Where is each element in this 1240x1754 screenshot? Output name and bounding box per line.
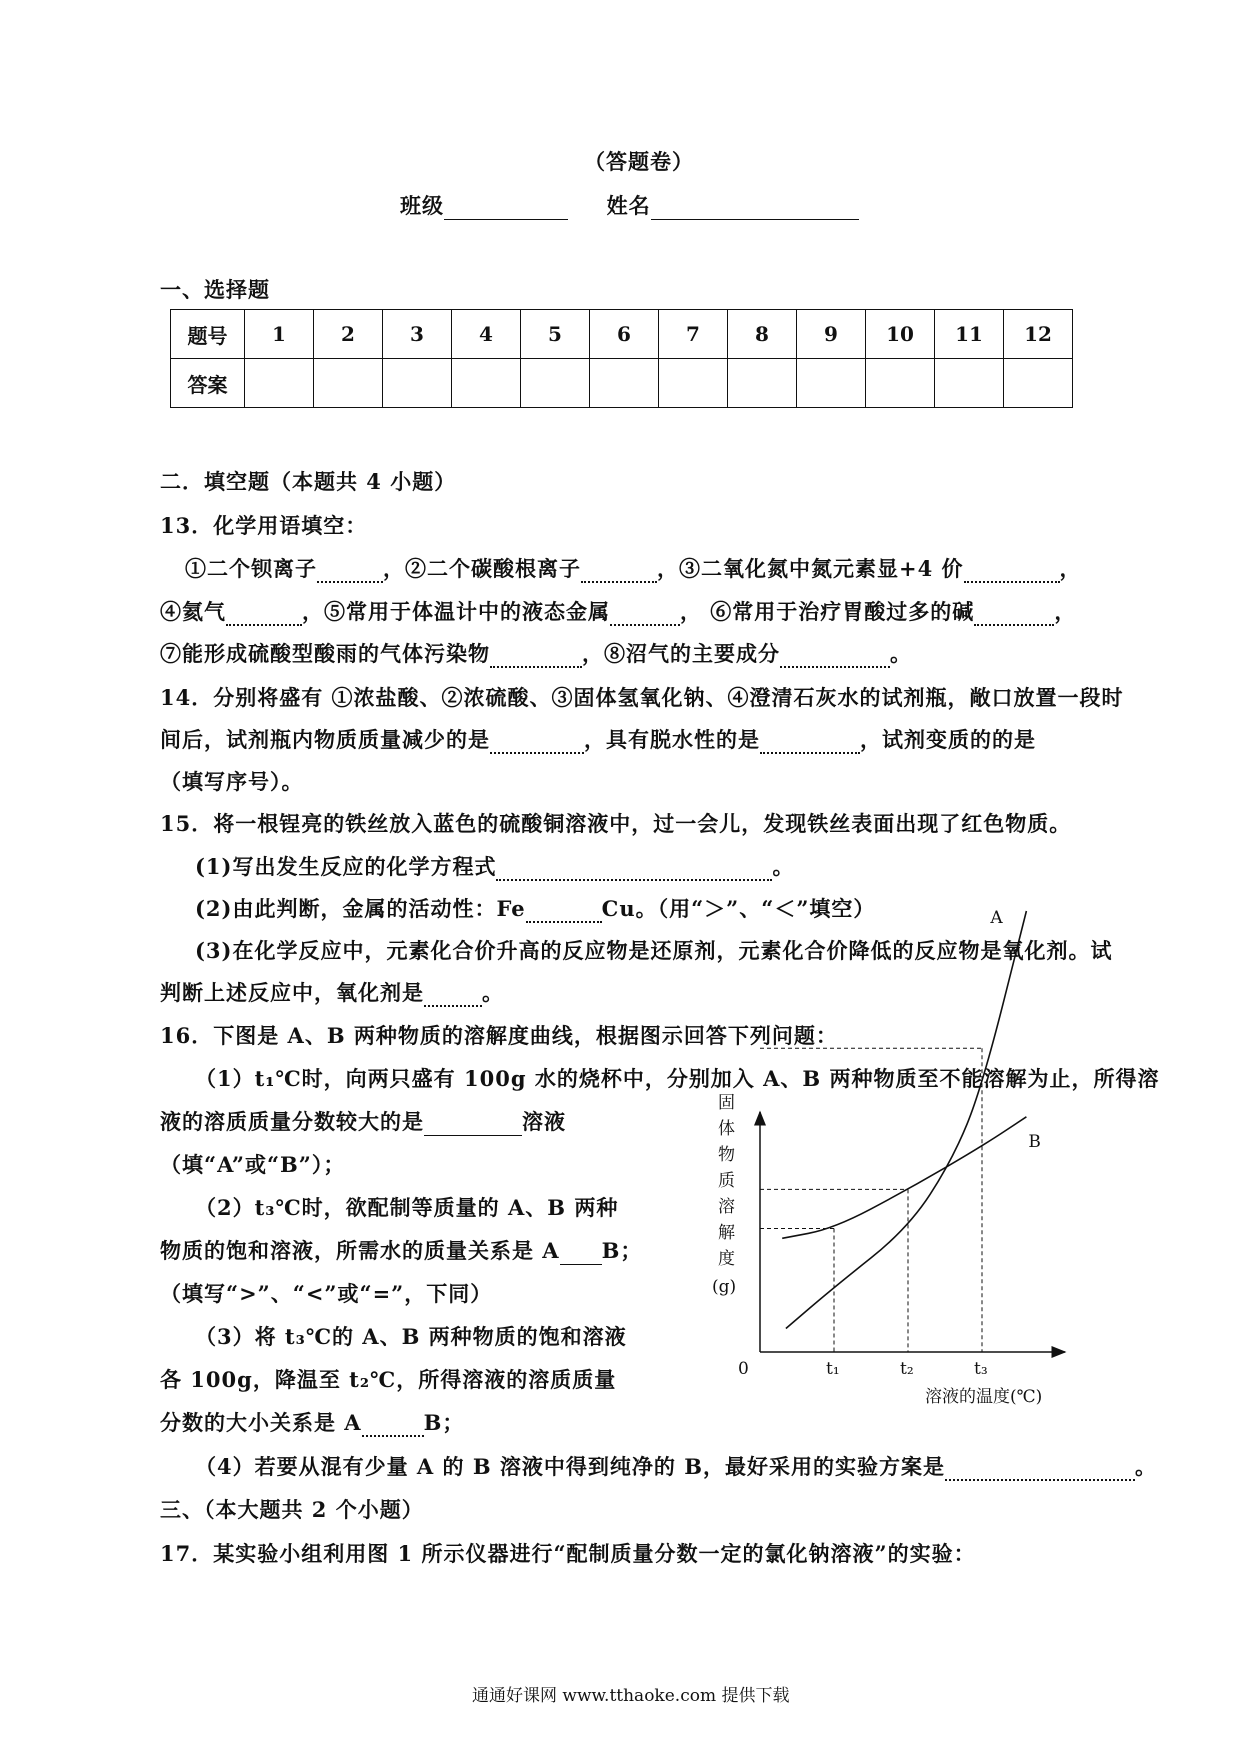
- q16-line7: （填写“>”、“<”或“=”，下同）: [160, 1281, 493, 1306]
- answer-cell[interactable]: [452, 359, 521, 408]
- section1-heading: 一、选择题: [160, 277, 270, 302]
- y-axis-label: 溶: [718, 1197, 735, 1217]
- table-row: [171, 359, 1073, 408]
- q15-line5: [160, 977, 504, 1007]
- q15-text: 。: [482, 980, 504, 1005]
- table-cell: 12: [1004, 310, 1073, 359]
- class-label: 班级: [400, 193, 444, 218]
- answer-blank[interactable]: [760, 730, 860, 754]
- table-cell: 3: [383, 310, 452, 359]
- q13-text: ，③二氧化氮中氮元素显+4 价: [657, 556, 964, 581]
- answer-cell[interactable]: [866, 359, 935, 408]
- q16-line3: [160, 1106, 566, 1136]
- q13-line3: [160, 638, 912, 668]
- q14-text: ，试剂变质的的是: [860, 727, 1036, 752]
- table-header-cell: 题号: [171, 310, 245, 359]
- y-axis-label: 质: [718, 1171, 735, 1191]
- class-name-line: [400, 190, 859, 220]
- answer-cell[interactable]: [797, 359, 866, 408]
- table-cell: 8: [728, 310, 797, 359]
- table-cell: 4: [452, 310, 521, 359]
- answer-blank[interactable]: [424, 1113, 522, 1136]
- q14-text: 间后，试剂瓶内物质质量减少的是: [160, 727, 490, 752]
- answer-cell[interactable]: [383, 359, 452, 408]
- q15-text: Cu。（用“＞”、“＜”填空）: [601, 896, 876, 921]
- q13-text: ④氦气: [160, 599, 226, 624]
- q17-line: 17．某实验小组利用图 1 所示仪器进行“配制质量分数一定的氯化钠溶液”的实验：: [160, 1541, 976, 1566]
- q15-text: (1)写出发生反应的化学方程式: [195, 854, 497, 879]
- q16-text: 物质的饱和溶液，所需水的质量关系是 A: [160, 1238, 560, 1263]
- q16-line6: [160, 1235, 642, 1265]
- section3-heading: 三、（本大题共 2 个小题）: [160, 1497, 424, 1522]
- solubility-chart: [700, 908, 1100, 1410]
- answer-blank[interactable]: [490, 644, 582, 668]
- q15-text: (2)由此判断，金属的活动性：Fe: [195, 896, 526, 921]
- q13-text: ，⑤常用于体温计中的液态金属: [302, 599, 610, 624]
- series-A-line: [786, 911, 1027, 1328]
- q16-line5: （2）t₃℃时，欲配制等质量的 A、B 两种: [195, 1195, 619, 1220]
- y-axis-label: 物: [718, 1145, 735, 1165]
- q13-text: ，: [1059, 556, 1082, 581]
- y-axis-unit: (g): [712, 1277, 737, 1297]
- q16-text: （4）若要从混有少量 A 的 B 溶液中得到纯净的 B，最好采用的实验方案是: [195, 1454, 945, 1479]
- name-label: 姓名: [606, 193, 651, 218]
- answer-cell[interactable]: [728, 359, 797, 408]
- q16-line10: [160, 1407, 464, 1437]
- q13-text: ，⑧沼气的主要成分: [582, 641, 780, 666]
- name-field[interactable]: [651, 197, 859, 220]
- q16-line1: 16．下图是 A、B 两种物质的溶解度曲线，根据图示回答下列问题：: [160, 1023, 838, 1048]
- q15-line1: 15．将一根锃亮的铁丝放入蓝色的硫酸铜溶液中，过一会儿，发现铁丝表面出现了红色物质。: [160, 811, 1072, 836]
- y-axis-label: 解: [718, 1223, 735, 1243]
- q13-text: ①二个钡离子: [185, 556, 317, 581]
- y-axis-label: 度: [718, 1249, 735, 1269]
- answer-cell[interactable]: [1004, 359, 1073, 408]
- answer-blank[interactable]: [945, 1457, 1135, 1481]
- x-axis-label: 溶液的温度(℃): [925, 1387, 1043, 1407]
- q13-line1: [185, 553, 1082, 583]
- answer-blank[interactable]: [581, 559, 657, 583]
- q14-line3: （填写序号）。: [160, 769, 304, 794]
- answer-blank[interactable]: [362, 1413, 424, 1437]
- answer-blank[interactable]: [560, 1242, 602, 1265]
- q15-text: 。: [772, 854, 795, 879]
- q16-line4: （填“A”或“B”）；: [160, 1152, 346, 1177]
- origin-label: 0: [738, 1359, 749, 1379]
- q13-text: ， ⑥常用于治疗胃酸过多的碱: [680, 599, 975, 624]
- q13-text: 。: [890, 641, 912, 666]
- q13-line2: [160, 596, 1076, 626]
- table-row: [171, 310, 1073, 359]
- answer-blank[interactable]: [974, 602, 1054, 626]
- q13-text: ，②二个碳酸根离子: [383, 556, 581, 581]
- q16-text: 溶液: [522, 1109, 566, 1134]
- q14-text: ，具有脱水性的是: [584, 727, 760, 752]
- q15-line2: [195, 851, 794, 881]
- q16-line9: 各 100g，降温至 t₂℃，所得溶液的溶质质量: [160, 1367, 617, 1392]
- section2-heading: 二．填空题（本题共 4 小题）: [160, 469, 457, 494]
- table-cell: 10: [866, 310, 935, 359]
- q13-title: 13．化学用语填空：: [160, 513, 368, 538]
- answer-cell[interactable]: [590, 359, 659, 408]
- table-cell: 6: [590, 310, 659, 359]
- q15-text: 判断上述反应中，氧化剂是: [160, 980, 424, 1005]
- answer-cell[interactable]: [659, 359, 728, 408]
- q16-line11: [195, 1451, 1157, 1481]
- x-tick-label: t₁: [826, 1359, 840, 1379]
- table-cell: 5: [521, 310, 590, 359]
- answer-table: [170, 309, 1073, 408]
- q16-text: B；: [601, 1238, 643, 1263]
- x-tick-label: t₂: [900, 1359, 914, 1379]
- series-B-label: B: [1028, 1131, 1041, 1152]
- answer-blank[interactable]: [780, 644, 890, 668]
- series-B-line: [782, 1117, 1026, 1239]
- q15-line4: (3)在化学反应中，元素化合价升高的反应物是还原剂，元素化合价降低的反应物是氧化剂。试: [195, 938, 1113, 963]
- q16-text: 液的溶质质量分数较大的是: [160, 1109, 424, 1134]
- q16-line2: （1）t₁℃时，向两只盛有 100g 水的烧杯中，分别加入 A、B 两种物质至不能溶解为止，所得溶: [195, 1066, 1160, 1091]
- q14-line2: [160, 724, 1036, 754]
- table-header-cell: 答案: [171, 359, 245, 408]
- x-tick-label: t₃: [974, 1359, 988, 1379]
- answer-blank[interactable]: [964, 559, 1060, 583]
- footer-text: 通通好课网 www.tthaoke.com 提供下载: [472, 1686, 790, 1706]
- answer-blank[interactable]: [226, 602, 302, 626]
- answer-blank[interactable]: [526, 899, 602, 923]
- q16-text: B；: [423, 1410, 465, 1435]
- series-A-label: A: [990, 908, 1003, 928]
- answer-blank[interactable]: [610, 602, 680, 626]
- table-cell: 9: [797, 310, 866, 359]
- answer-blank[interactable]: [490, 730, 584, 754]
- answer-cell[interactable]: [521, 359, 590, 408]
- class-field[interactable]: [444, 197, 568, 220]
- y-axis-label: 固: [718, 1093, 735, 1113]
- q16-line8: （3）将 t₃℃的 A、B 两种物质的饱和溶液: [195, 1324, 627, 1349]
- answer-blank[interactable]: [496, 857, 772, 881]
- q13-text: ⑦能形成硫酸型酸雨的气体污染物: [160, 641, 490, 666]
- table-cell: 2: [314, 310, 383, 359]
- answer-blank[interactable]: [424, 983, 482, 1007]
- table-cell: 1: [245, 310, 314, 359]
- answer-cell[interactable]: [314, 359, 383, 408]
- answer-cell[interactable]: [245, 359, 314, 408]
- q14-line1: 14．分别将盛有 ①浓盐酸、②浓硫酸、③固体氢氧化钠、④澄清石灰水的试剂瓶，敞口放置一段时: [160, 685, 1124, 710]
- y-axis-label: 体: [718, 1119, 735, 1139]
- table-cell: 7: [659, 310, 728, 359]
- table-cell: 11: [935, 310, 1004, 359]
- answer-cell[interactable]: [935, 359, 1004, 408]
- q16-text: 分数的大小关系是 A: [160, 1410, 362, 1435]
- q15-line3: [195, 893, 875, 923]
- page-title: （答题卷）: [584, 149, 694, 174]
- q16-text: 。: [1134, 1454, 1157, 1479]
- answer-blank[interactable]: [317, 559, 383, 583]
- q13-text: ，: [1054, 599, 1077, 624]
